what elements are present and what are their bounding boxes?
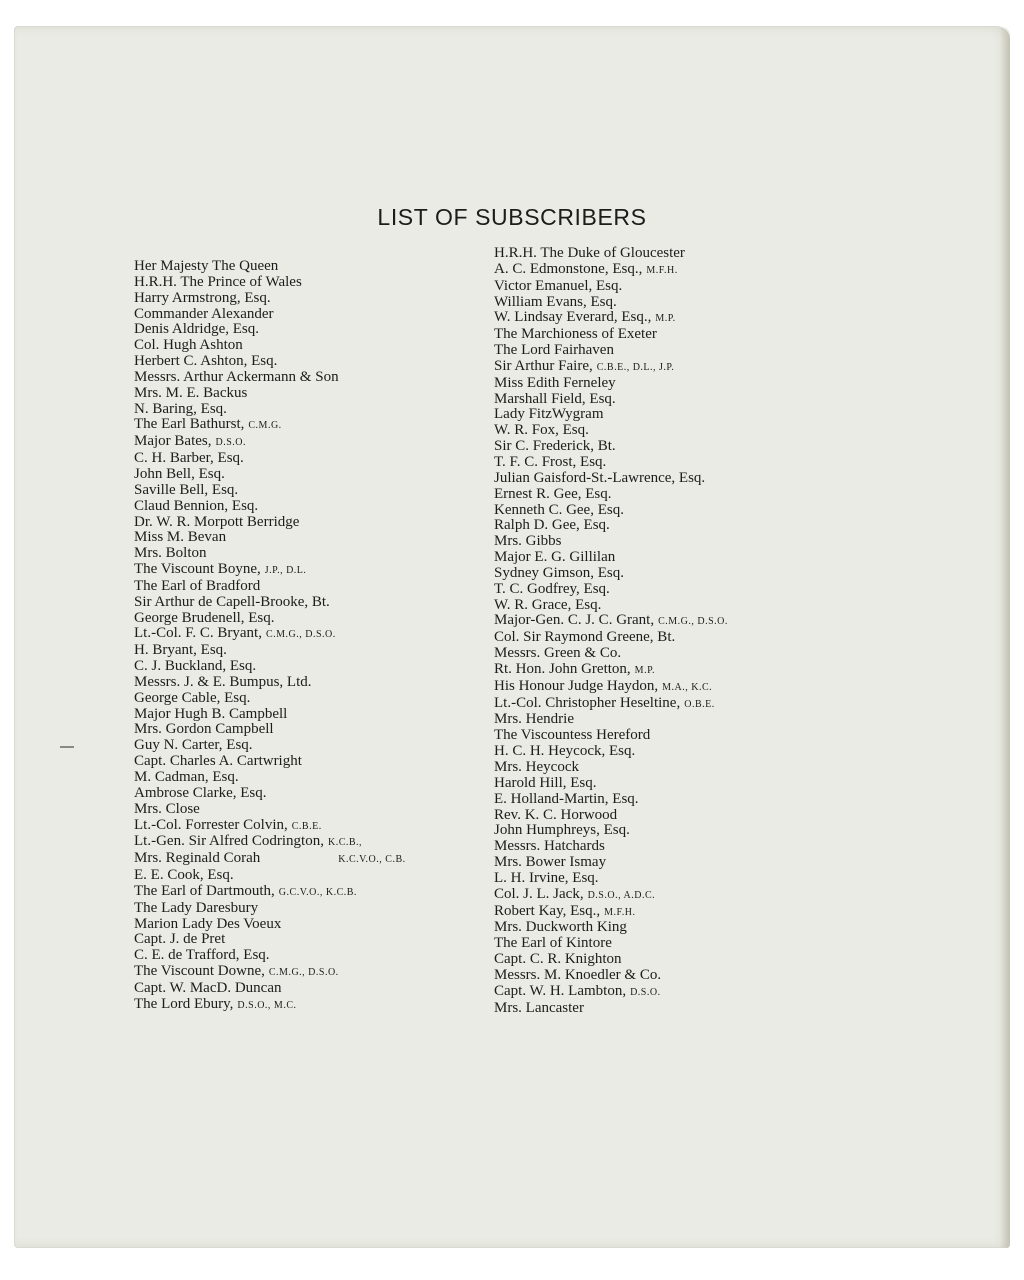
subscriber-honours: M.P. (655, 313, 676, 325)
subscriber-entry (134, 499, 406, 515)
subscriber-entry (134, 402, 406, 418)
subscriber-entry (494, 839, 728, 855)
subscriber-name: Lt.-Col. Forrester Colvin, (134, 816, 288, 833)
subscriber-name: Messrs. M. Knoedler & Co. (494, 966, 662, 983)
subscriber-honours: M.P. (634, 664, 656, 676)
subscriber-name: Sir Arthur de Capell-Brooke, Bt. (134, 593, 330, 610)
subscriber-name: John Humphreys, Esq. (494, 822, 630, 839)
subscriber-name: C. H. Barber, Esq. (134, 450, 244, 467)
subscriber-name: Marshall Field, Esq. (494, 390, 616, 407)
subscriber-entry (134, 370, 406, 386)
subscriber-honours: K.C.B., (327, 837, 363, 849)
subscriber-entry (494, 696, 728, 713)
subscriber-entry (494, 392, 728, 408)
subscriber-name: W. R. Fox, Esq. (494, 422, 589, 439)
subscriber-entry (134, 981, 406, 997)
subscriber-honours: C.M.G., D.S.O. (265, 629, 336, 641)
subscriber-name: H. Bryant, Esq. (134, 642, 227, 659)
subscriber-entry (134, 579, 406, 595)
subscriber-honours: O.B.E. (684, 698, 715, 710)
subscriber-entry (134, 691, 406, 707)
subscriber-honours: M.A., K.C. (662, 681, 713, 693)
subscriber-name: Mrs. Bolton (134, 545, 207, 562)
subscriber-name: The Earl of Kintore (494, 935, 612, 952)
subscriber-honours: D.S.O. (215, 437, 246, 449)
subscriber-entry (134, 884, 406, 901)
subscriber-entry (494, 407, 728, 423)
subscriber-entry (134, 901, 406, 917)
subscriber-entry (134, 467, 406, 483)
subscribers-right-column (494, 246, 728, 1017)
subscriber-name: Miss M. Bevan (134, 529, 227, 546)
subscriber-name: Rev. K. C. Horwood (494, 806, 618, 823)
subscriber-name: A. C. Edmonstone, Esq., (494, 260, 643, 277)
page-title: LIST OF SUBSCRIBERS (377, 204, 647, 230)
subscriber-entry (134, 802, 406, 818)
subscriber-name: George Brudenell, Esq. (134, 609, 275, 626)
subscriber-name: C. J. Buckland, Esq. (134, 658, 257, 675)
subscriber-name: Mrs. M. E. Backus (134, 384, 248, 401)
subscriber-name: The Viscount Boyne, (134, 561, 261, 578)
subscriber-entry (494, 582, 728, 598)
subscriber-name: Mrs. Lancaster (494, 999, 584, 1016)
subscriber-name: Lt.-Col. F. C. Bryant, (134, 625, 262, 642)
subscriber-name: Mrs. Duckworth King (494, 919, 627, 936)
subscriber-entry (494, 904, 728, 921)
subscriber-entry (494, 920, 728, 936)
subscriber-name: H. C. H. Heycock, Esq. (494, 743, 636, 760)
subscriber-name: H.R.H. The Duke of Gloucester (494, 245, 685, 261)
subscriber-name: Her Majesty The Queen (134, 258, 279, 274)
subscriber-entry (134, 834, 406, 851)
subscriber-entry (494, 792, 728, 808)
subscriber-entry (494, 310, 728, 327)
subscriber-entry (494, 534, 728, 550)
subscriber-name: Herbert C. Ashton, Esq. (134, 353, 278, 370)
subscriber-name: Sir C. Frederick, Bt. (494, 438, 616, 455)
subscriber-entry (494, 343, 728, 359)
subscriber-name: Major Bates, (134, 433, 212, 450)
subscriber-entry (494, 952, 728, 968)
subscriber-entry (494, 646, 728, 662)
subscriber-name: Mrs. Reginald Corah (134, 850, 261, 867)
subscriber-entry (494, 887, 728, 904)
subscriber-entry (134, 675, 406, 691)
subscriber-entry (494, 566, 728, 582)
subscriber-name: Messrs. Arthur Ackermann & Son (134, 368, 339, 385)
subscriber-entry (494, 984, 728, 1001)
subscriber-entry (494, 455, 728, 471)
subscriber-entry (494, 855, 728, 871)
subscriber-entry (134, 722, 406, 738)
subscriber-entry (134, 818, 406, 835)
subscriber-entry (494, 359, 728, 376)
subscriber-entry (494, 550, 728, 566)
subscriber-name: The Earl of Dartmouth, (134, 882, 275, 899)
subscriber-entry (134, 917, 406, 933)
subscriber-name: Saville Bell, Esq. (134, 481, 239, 498)
subscriber-name: The Earl of Bradford (134, 577, 261, 594)
subscriber-name: Major E. G. Gillilan (494, 549, 616, 566)
subscriber-name: Lt.-Gen. Sir Alfred Codrington, (134, 833, 324, 850)
subscriber-honours: M.F.H. (646, 264, 678, 276)
subscriber-entry (134, 595, 406, 611)
subscriber-honours: D.S.O., M.C. (237, 999, 297, 1011)
subscribers-left-column (134, 259, 406, 1014)
subscriber-name: Victor Emanuel, Esq. (494, 277, 623, 294)
subscriber-entry (134, 738, 406, 754)
subscriber-entry (494, 776, 728, 792)
subscriber-entry (494, 471, 728, 487)
subscriber-entry (134, 851, 406, 868)
subscriber-honours: M.F.H. (604, 906, 636, 918)
subscriber-entry (494, 662, 728, 679)
subscriber-name: Mrs. Gibbs (494, 533, 562, 550)
subscriber-name: Marion Lady Des Voeux (134, 915, 282, 932)
subscriber-entry (494, 503, 728, 519)
subscriber-name: Mrs. Close (134, 800, 200, 817)
subscriber-entry (494, 439, 728, 455)
subscriber-name: The Viscount Downe, (134, 963, 265, 980)
subscriber-entry (134, 964, 406, 981)
subscriber-name: T. F. C. Frost, Esq. (494, 453, 607, 470)
subscriber-name: The Lady Daresbury (134, 899, 259, 916)
subscriber-name: N. Baring, Esq. (134, 400, 227, 417)
subscriber-entry (134, 932, 406, 948)
subscriber-name: Capt. W. MacD. Duncan (134, 979, 282, 996)
subscriber-name: Claud Bennion, Esq. (134, 497, 259, 514)
subscriber-name: Commander Alexander (134, 305, 274, 322)
subscriber-name: W. Lindsay Everard, Esq., (494, 309, 652, 326)
subscriber-entry (494, 871, 728, 887)
subscriber-entry (494, 760, 728, 776)
subscriber-name: Col. Hugh Ashton (134, 337, 243, 354)
subscriber-honours: K.C.V.O., C.B. (338, 854, 406, 866)
subscriber-name: William Evans, Esq. (494, 293, 617, 310)
subscriber-name: Capt. Charles A. Cartwright (134, 753, 302, 770)
subscriber-entry (494, 295, 728, 311)
subscriber-name: Col. Sir Raymond Greene, Bt. (494, 629, 676, 646)
subscriber-name: Julian Gaisford-St.-Lawrence, Esq. (494, 469, 706, 486)
subscriber-name: Denis Aldridge, Esq. (134, 321, 259, 338)
subscriber-name: Kenneth C. Gee, Esq. (494, 501, 624, 518)
page-sheet (14, 26, 1010, 1248)
subscriber-name: Major-Gen. C. J. C. Grant, (494, 612, 655, 629)
subscriber-entry (494, 376, 728, 392)
subscriber-name: Messrs. J. & E. Bumpus, Ltd. (134, 673, 312, 690)
subscriber-entry (134, 307, 406, 323)
subscriber-name: M. Cadman, Esq. (134, 769, 239, 785)
subscriber-name: Sir Arthur Faire, (494, 357, 593, 374)
subscriber-name: Messrs. Green & Co. (494, 645, 622, 662)
subscriber-name: Mrs. Heycock (494, 759, 579, 775)
subscriber-name: The Marchioness of Exeter (494, 326, 657, 343)
subscriber-entry (494, 679, 728, 696)
subscriber-name: Lady FitzWygram (494, 406, 604, 423)
subscriber-name: T. C. Godfrey, Esq. (494, 580, 610, 597)
subscriber-name: George Cable, Esq. (134, 689, 251, 706)
subscriber-entry (134, 322, 406, 338)
subscriber-honours: C.M.G. (248, 420, 282, 432)
subscriber-name: C. E. de Trafford, Esq. (134, 947, 270, 964)
subscriber-honours: C.M.G., D.S.O. (268, 967, 339, 979)
subscriber-name: H.R.H. The Prince of Wales (134, 273, 302, 290)
subscriber-name: Ernest R. Gee, Esq. (494, 485, 612, 502)
subscriber-entry (134, 434, 406, 451)
subscriber-entry (494, 598, 728, 614)
subscriber-entry (134, 354, 406, 370)
subscriber-entry (134, 754, 406, 770)
subscriber-entry (134, 451, 406, 467)
subscriber-entry (134, 530, 406, 546)
subscriber-entry (494, 613, 728, 630)
subscriber-entry (134, 562, 406, 579)
subscriber-name: Robert Kay, Esq., (494, 902, 601, 919)
subscriber-honours: C.M.G., D.S.O. (658, 616, 728, 628)
subscriber-name: L. H. Irvine, Esq. (494, 869, 599, 886)
subscriber-name: E. Holland-Martin, Esq. (494, 790, 639, 807)
subscriber-name: Miss Edith Ferneley (494, 374, 616, 391)
subscriber-name: The Viscountess Hereford (494, 727, 651, 744)
subscriber-entry (134, 626, 406, 643)
subscriber-entry (134, 997, 406, 1014)
subscriber-entry (494, 728, 728, 744)
subscriber-name: The Lord Ebury, (134, 995, 234, 1012)
subscriber-entry (494, 487, 728, 503)
subscriber-honours: C.B.E., D.L., J.P. (596, 361, 675, 373)
subscriber-name: John Bell, Esq. (134, 465, 225, 482)
subscriber-honours: G.C.V.O., K.C.B. (278, 886, 357, 898)
subscriber-entry (494, 936, 728, 952)
subscriber-name: Harry Armstrong, Esq. (134, 289, 271, 306)
subscriber-entry (494, 423, 728, 439)
subscriber-entry (134, 291, 406, 307)
subscriber-entry (494, 279, 728, 295)
subscriber-name: Ambrose Clarke, Esq. (134, 784, 267, 801)
subscriber-entry (494, 630, 728, 646)
subscriber-name: Lt.-Col. Christopher Heseltine, (494, 694, 681, 711)
subscriber-entry (134, 259, 406, 275)
subscriber-name: Dr. W. R. Morpott Berridge (134, 513, 300, 530)
subscriber-entry (134, 338, 406, 354)
subscriber-entry (494, 744, 728, 760)
subscriber-entry (494, 262, 728, 279)
subscriber-honours: D.S.O., A.D.C. (587, 889, 656, 901)
margin-mark (60, 746, 74, 748)
subscriber-entry (134, 948, 406, 964)
subscriber-entry (494, 246, 728, 262)
subscriber-entry (134, 643, 406, 659)
subscriber-name: Major Hugh B. Campbell (134, 705, 288, 722)
subscriber-name: His Honour Judge Haydon, (494, 677, 659, 694)
subscriber-name: Mrs. Bower Ismay (494, 854, 607, 871)
subscriber-honours: D.S.O. (630, 986, 661, 998)
subscriber-name: Messrs. Hatchards (494, 838, 605, 855)
subscriber-entry (494, 808, 728, 824)
subscriber-entry (134, 707, 406, 723)
subscriber-entry (134, 659, 406, 675)
subscriber-name: Ralph D. Gee, Esq. (494, 517, 610, 534)
subscriber-entry (494, 712, 728, 728)
subscriber-entry (494, 327, 728, 343)
subscriber-name: E. E. Cook, Esq. (134, 867, 234, 884)
subscriber-name: W. R. Grace, Esq. (494, 596, 602, 613)
subscriber-name: Mrs. Gordon Campbell (134, 721, 274, 738)
subscriber-entry (134, 786, 406, 802)
subscriber-entry (494, 823, 728, 839)
subscriber-entry (134, 386, 406, 402)
subscriber-name: Capt. W. H. Lambton, (494, 982, 627, 999)
subscriber-name: Capt. J. de Pret (134, 931, 226, 948)
subscriber-honours: C.B.E. (291, 820, 322, 832)
subscriber-name: The Earl Bathurst, (134, 416, 245, 433)
subscriber-name: Capt. C. R. Knighton (494, 951, 622, 968)
subscriber-name: Mrs. Hendrie (494, 711, 574, 728)
subscriber-name: Col. J. L. Jack, (494, 885, 584, 902)
subscriber-name: Rt. Hon. John Gretton, (494, 660, 631, 677)
subscriber-name: Sydney Gimson, Esq. (494, 564, 625, 581)
subscriber-entry (134, 275, 406, 291)
subscriber-entry (134, 515, 406, 531)
subscriber-entry (494, 1001, 728, 1017)
subscriber-entry (134, 611, 406, 627)
subscriber-entry (494, 518, 728, 534)
subscriber-entry (494, 968, 728, 984)
subscriber-entry (134, 483, 406, 499)
subscriber-entry (134, 770, 406, 786)
subscriber-honours: J.P., D.L. (264, 565, 307, 577)
subscriber-name: The Lord Fairhaven (494, 342, 614, 359)
subscriber-entry (134, 417, 406, 434)
subscriber-name: Harold Hill, Esq. (494, 774, 597, 791)
subscriber-entry (134, 868, 406, 884)
subscriber-entry (134, 546, 406, 562)
subscriber-name: Guy N. Carter, Esq. (134, 737, 253, 754)
